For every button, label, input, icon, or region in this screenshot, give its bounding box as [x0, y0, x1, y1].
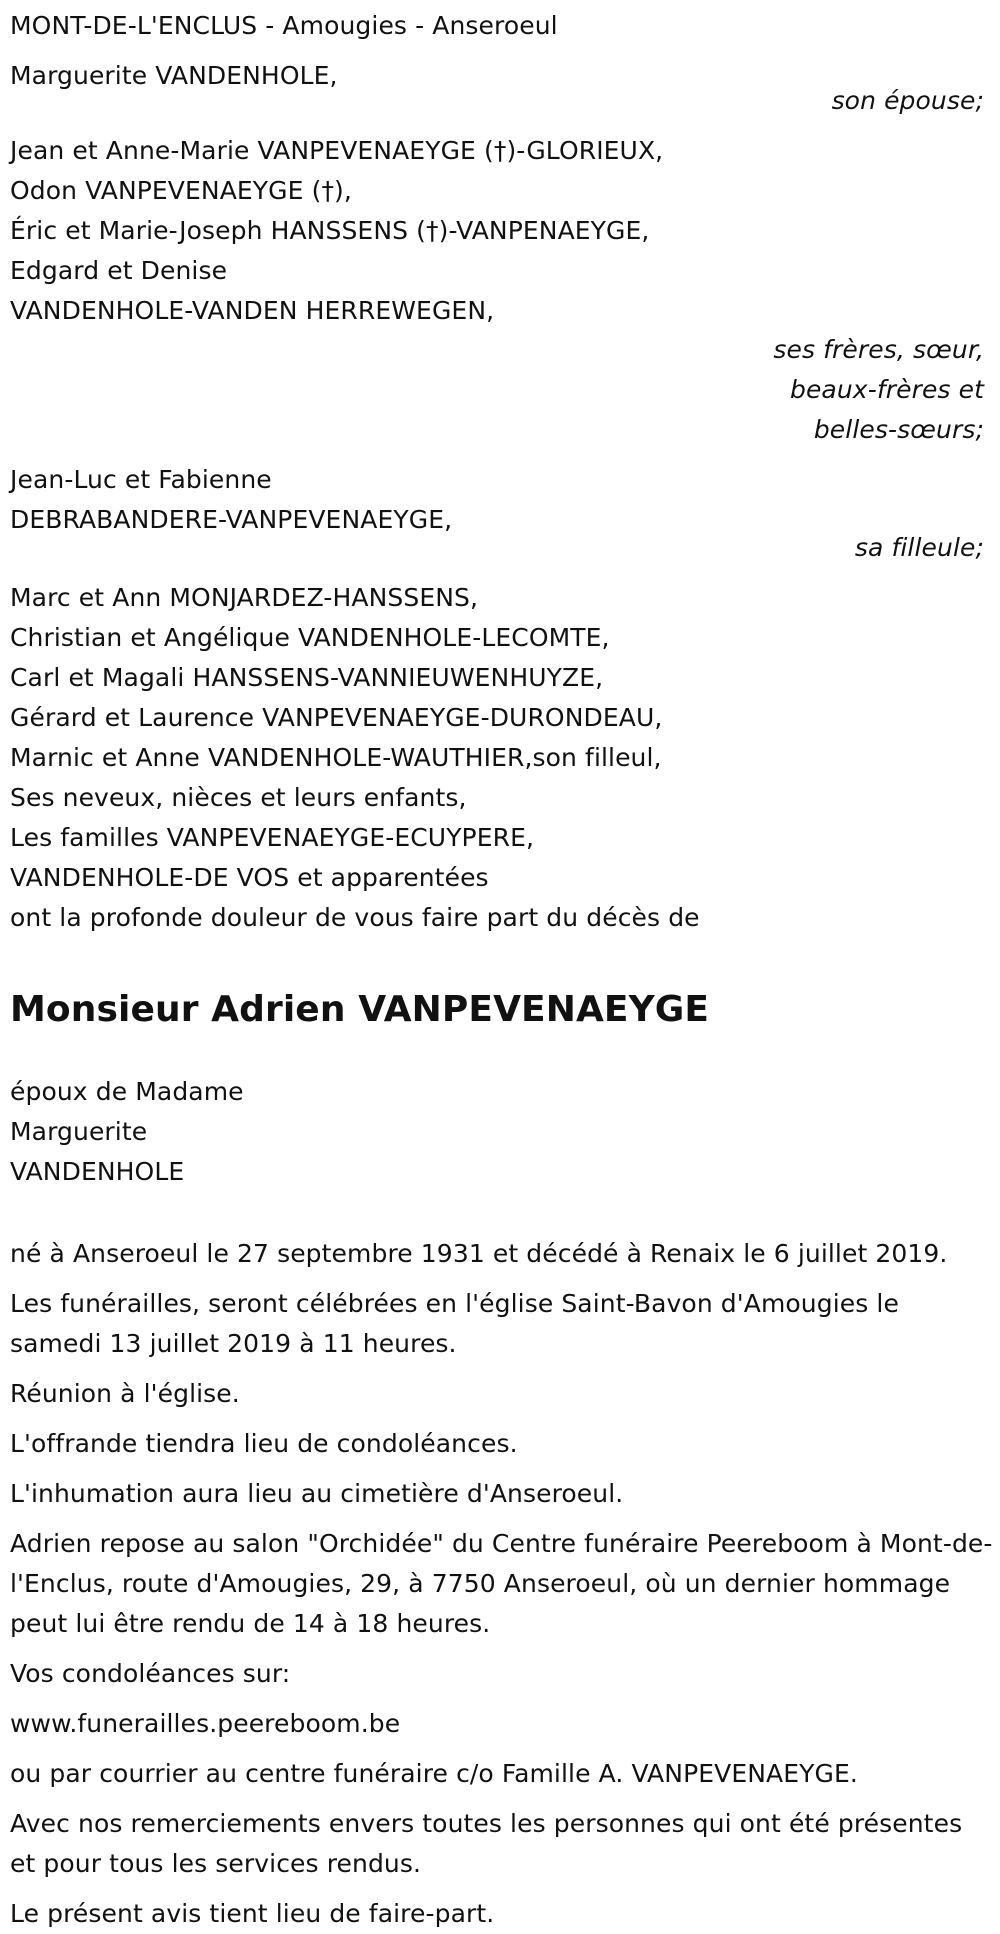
deceased-spouse-line: époux de Madame: [10, 1077, 244, 1106]
location-header: MONT-DE-L'ENCLUS - Amougies - Anseroeul: [10, 11, 558, 40]
spouse-role: son épouse;: [831, 86, 984, 115]
notice-text: Le présent avis tient lieu de faire-part.: [10, 1899, 495, 1928]
sibling-line: Odon VANPEVENAEYGE (†),: [10, 176, 352, 205]
family-line: Carl et Magali HANSSENS-VANNIEUWENHUYZE,: [10, 663, 604, 692]
family-line: Gérard et Laurence VANPEVENAEYGE-DURONDEAU,: [10, 703, 663, 732]
family-section: [10, 578, 994, 938]
deceased-spouse-section: [10, 1072, 994, 1192]
meeting-text: Réunion à l'église.: [10, 1379, 240, 1408]
deceased-spouse-line: Marguerite: [10, 1117, 148, 1146]
sibling-line: Edgard et Denise: [10, 256, 228, 285]
sibling-line: Éric et Marie-Joseph HANSSENS (†)-VANPENAEYGE,: [10, 216, 650, 245]
siblings-role-line: beaux-frères et: [789, 375, 984, 404]
sibling-line: Jean et Anne-Marie VANPEVENAEYGE (†)-GLORIEUX,: [10, 136, 664, 165]
siblings-section: [10, 131, 994, 450]
deceased-spouse-line: VANDENHOLE: [10, 1157, 185, 1186]
details-section: [10, 1234, 994, 1934]
goddaughter-role: sa filleule;: [854, 533, 984, 562]
thanks-text: Avec nos remerciements envers toutes les personnes qui ont été présentes et pour tous les services rendus.: [10, 1809, 963, 1878]
siblings-role-line: ses frères, sœur,: [773, 335, 984, 364]
family-line: Marc et Ann MONJARDEZ-HANSSENS,: [10, 583, 479, 612]
burial-text: L'inhumation aura lieu au cimetière d'Anseroeul.: [10, 1479, 624, 1508]
condolences-website-link[interactable]: www.funerailles.peereboom.be: [10, 1709, 401, 1738]
birth-death-text: né à Anseroeul le 27 septembre 1931 et décédé à Renaix le 6 juillet 2019.: [10, 1239, 948, 1268]
deceased-name: Monsieur Adrien VANPEVENAEYGE: [10, 989, 710, 1030]
family-line: Ses neveux, nièces et leurs enfants,: [10, 783, 467, 812]
spouse-section: [10, 56, 994, 121]
goddaughter-section: [10, 460, 994, 568]
funeral-text: Les funérailles, seront célébrées en l'église Saint-Bavon d'Amougies le samedi 13 juillet 2019 à 11 heures.: [10, 1289, 899, 1358]
family-line: VANDENHOLE-DE VOS et apparentées: [10, 863, 489, 892]
sibling-line: VANDENHOLE-VANDEN HERREWEGEN,: [10, 296, 495, 325]
family-line: Les familles VANPEVENAEYGE-ECUYPERE,: [10, 823, 535, 852]
mail-text: ou par courrier au centre funéraire c/o Famille A. VANPEVENAEYGE.: [10, 1759, 858, 1788]
offering-text: L'offrande tiendra lieu de condoléances.: [10, 1429, 518, 1458]
family-line: Christian et Angélique VANDENHOLE-LECOMTE,: [10, 623, 610, 652]
family-line: ont la profonde douleur de vous faire part du décès de: [10, 903, 700, 932]
family-line: Marnic et Anne VANDENHOLE-WAUTHIER,son filleul,: [10, 743, 662, 772]
condolences-label: Vos condoléances sur:: [10, 1659, 291, 1688]
repose-text: Adrien repose au salon "Orchidée" du Centre funéraire Peereboom à Mont-de-l'Enclus, route d'Amougies, 29, à 7750 Anseroeul, où un dernier hommage peut lui être rendu de 14 à 18 heures.: [10, 1529, 993, 1638]
goddaughter-line: Jean-Luc et Fabienne: [10, 465, 272, 494]
goddaughter-line: DEBRABANDERE-VANPEVENAEYGE,: [10, 505, 453, 534]
siblings-role-line: belles-sœurs;: [813, 415, 984, 444]
spouse-name: Marguerite VANDENHOLE,: [10, 61, 338, 90]
